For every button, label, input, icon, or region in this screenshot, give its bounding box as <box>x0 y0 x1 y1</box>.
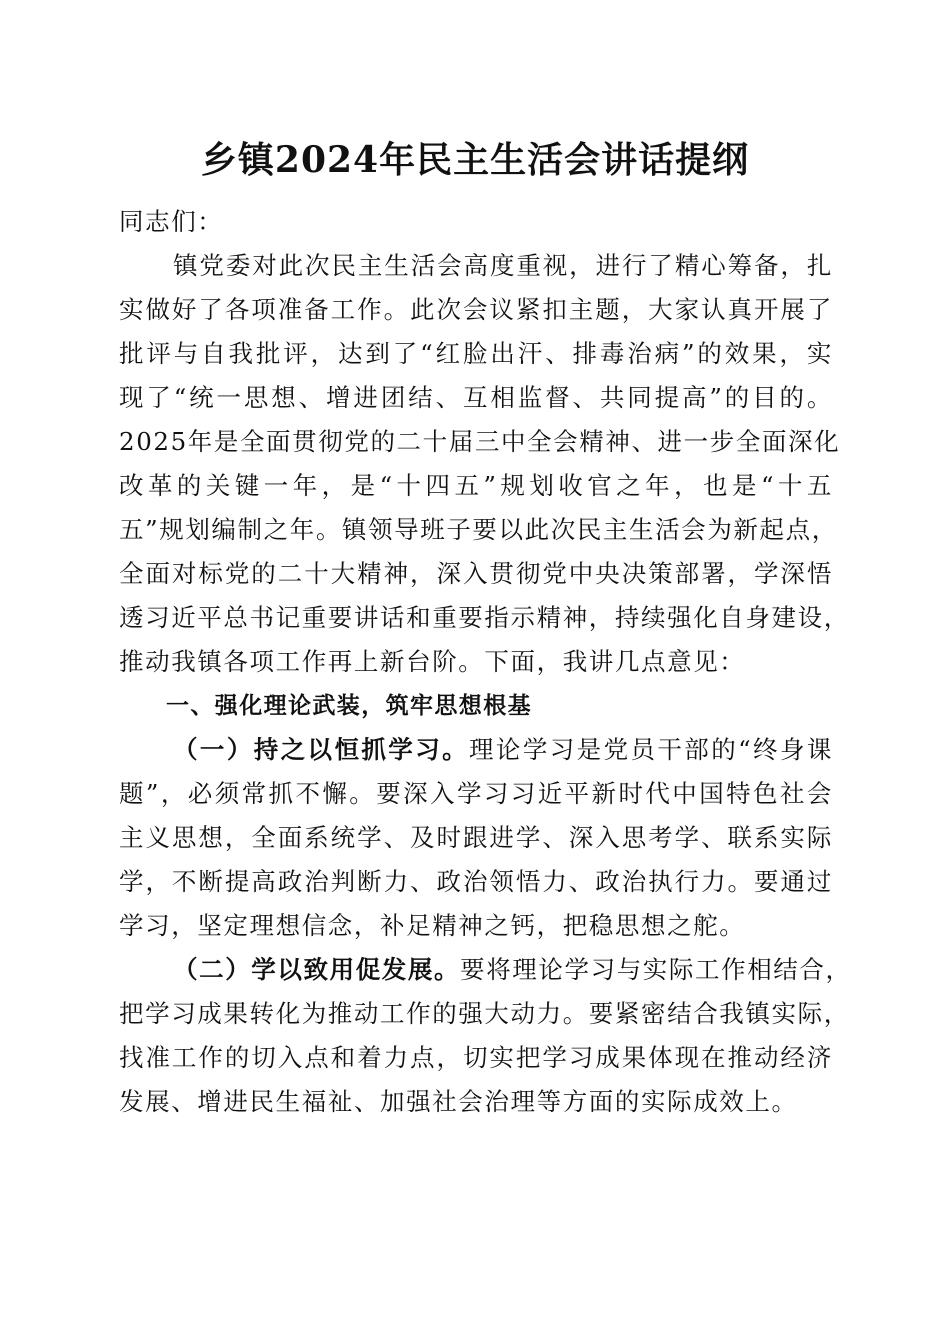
paragraph-line: 改革的关键一年，是“十四五”规划收官之年，也是“十五 <box>119 471 833 500</box>
subsection-text: 理论学习是党员干部的“终身课 <box>469 735 833 764</box>
paragraph-line: 实做好了各项准备工作。此次会议紧扣主题，大家认真开展了 <box>119 295 833 324</box>
paragraph-line: 2025年是全面贯彻党的二十届三中全会精神、进一步全面深化 <box>119 427 841 456</box>
paragraph-line: 题”，必须常抓不懈。要深入学习习近平新时代中国特色社会 <box>119 779 833 808</box>
subsection-text: 要将理论学习与实际工作相结合， <box>460 955 852 984</box>
subsection-first-line <box>119 728 833 772</box>
paragraph-line: 找准工作的切入点和着力点，切实把学习成果体现在推动经济 <box>119 1043 833 1072</box>
paragraph-line: 主义思想，全面系统学、及时跟进学、深入思考学、联系实际 <box>119 823 833 852</box>
paragraph-line: 批评与自我批评，达到了“红脸出汗、排毒治病”的效果，实 <box>119 339 833 368</box>
document-body <box>119 200 852 1124</box>
paragraph-line: 发展、增进民生福祉、加强社会治理等方面的实际成效上。 <box>119 1087 798 1116</box>
subsection-first-line <box>119 948 852 992</box>
paragraph-line: 把学习成果转化为推动工作的强大动力。要紧密结合我镇实际， <box>119 999 850 1028</box>
subsection-lead: （二）学以致用促发展。 <box>173 955 461 984</box>
paragraph-line: 透习近平总书记重要讲话和重要指示精神，持续强化自身建设， <box>119 603 850 632</box>
paragraph-line: 学习，坚定理想信念，补足精神之钙，把稳思想之舵。 <box>119 911 746 940</box>
paragraph-line: 五”规划编制之年。镇领导班子要以此次民主生活会为新起点， <box>119 515 838 544</box>
document-title: 乡镇2024年民主生活会讲话提纲 <box>200 139 750 181</box>
paragraph-line: 镇党委对此次民主生活会高度重视，进行了精心筹备，扎 <box>173 251 833 280</box>
paragraph-line: 现了“统一思想、增进团结、互相监督、共同提高”的目的。 <box>119 383 833 412</box>
paragraph-line: 全面对标党的二十大精神，深入贯彻党中央决策部署，学深悟 <box>119 559 833 588</box>
paragraph-line: 学，不断提高政治判断力、政治领悟力、政治执行力。要通过 <box>119 867 833 896</box>
paragraph-line: 推动我镇各项工作再上新台阶。下面，我讲几点意见： <box>119 647 746 676</box>
section-heading: 一、强化理论武装，筑牢思想根基 <box>166 693 532 719</box>
salutation: 同志们： <box>119 207 224 236</box>
subsection-lead: （一）持之以恒抓学习。 <box>173 735 470 764</box>
